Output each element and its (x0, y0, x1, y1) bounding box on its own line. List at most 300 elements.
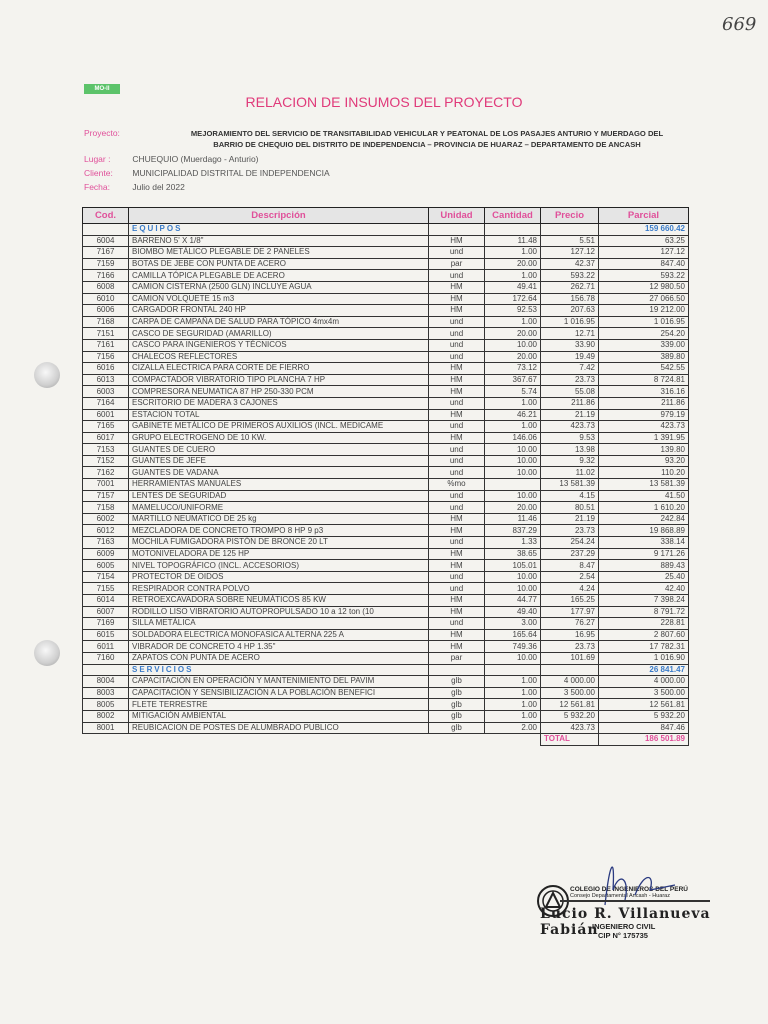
header-unidad: Unidad (429, 208, 485, 224)
cell-parcial: 42.40 (599, 583, 689, 595)
cell-unidad: und (429, 618, 485, 630)
total-label: TOTAL (541, 734, 599, 746)
cell-precio: 423.73 (541, 722, 599, 734)
cell-precio: 4.24 (541, 583, 599, 595)
section-subtotal: 159 660.42 (599, 224, 689, 236)
table-row (83, 652, 689, 664)
date-value: Julio del 2022 (132, 182, 185, 192)
cell-unidad: HM (429, 525, 485, 537)
table-row (83, 560, 689, 572)
cell-cantidad: 1.00 (485, 710, 541, 722)
cell-cantidad: 105.01 (485, 560, 541, 572)
cell-cantidad: 20.00 (485, 502, 541, 514)
supplies-table (82, 207, 689, 746)
cell-cantidad: 11.48 (485, 235, 541, 247)
cell-cod: 6017 (83, 432, 129, 444)
project-label: Proyecto: (84, 128, 120, 138)
cell-precio: 23.73 (541, 374, 599, 386)
cell-precio: 21.19 (541, 513, 599, 525)
client-label: Cliente: (84, 168, 113, 178)
table-row (83, 397, 689, 409)
cell-cod: 6009 (83, 548, 129, 560)
project-value (147, 128, 707, 150)
cell-precio: 33.90 (541, 339, 599, 351)
project-line-2: BARRIO DE CHEQUIO DEL DISTRITO DE INDEPENDENCIA – PROVINCIA DE HUARAZ – DEPARTAMENTO DE ANCASH (213, 140, 641, 149)
cell-parcial: 3 500.00 (599, 687, 689, 699)
table-row (83, 281, 689, 293)
cell-cod: 7157 (83, 490, 129, 502)
document-badge: MO-II (84, 84, 120, 94)
cell-cod: 7156 (83, 351, 129, 363)
cell-unidad: und (429, 537, 485, 549)
cell-parcial: 27 066.50 (599, 293, 689, 305)
cell-precio: 5 932.20 (541, 710, 599, 722)
cell-unidad: HM (429, 595, 485, 607)
cell-cantidad: 10.00 (485, 652, 541, 664)
location-field (84, 154, 259, 164)
cell-cantidad: 20.00 (485, 328, 541, 340)
punch-hole (34, 640, 60, 666)
cell-unidad: und (429, 270, 485, 282)
cell-cantidad: 172.64 (485, 293, 541, 305)
signer-cip: CIP N° 175735 (598, 931, 648, 940)
section-empty-cell (541, 664, 599, 676)
cell-descripcion: BIOMBO METÁLICO PLEGABLE DE 2 PANELES (129, 247, 429, 259)
cell-parcial: 8 791.72 (599, 606, 689, 618)
cell-precio: 237.29 (541, 548, 599, 560)
cell-descripcion: RESPIRADOR CONTRA POLVO (129, 583, 429, 595)
table-row (83, 525, 689, 537)
cell-descripcion: MOTONIVELADORA DE 125 HP (129, 548, 429, 560)
cell-cantidad: 73.12 (485, 363, 541, 375)
cell-cod: 6001 (83, 409, 129, 421)
cell-cod: 6003 (83, 386, 129, 398)
cell-precio: 262.71 (541, 281, 599, 293)
cell-cantidad: 2.00 (485, 722, 541, 734)
location-value: CHUEQUIO (Muerdago - Anturio) (132, 154, 259, 164)
cell-precio: 13.98 (541, 444, 599, 456)
table-row (83, 537, 689, 549)
cell-unidad: par (429, 652, 485, 664)
stamp-line-1: COLEGIO DE INGENIEROS DEL PERÚ (570, 886, 688, 893)
cell-cod: 8002 (83, 710, 129, 722)
cell-cantidad: 10.00 (485, 583, 541, 595)
table-row (83, 571, 689, 583)
cell-descripcion: BOTAS DE JEBE CON PUNTA DE ACERO (129, 258, 429, 270)
cell-precio: 5.51 (541, 235, 599, 247)
cell-parcial: 228.81 (599, 618, 689, 630)
cell-precio: 4 000.00 (541, 676, 599, 688)
cell-cod: 6010 (83, 293, 129, 305)
punch-hole (34, 362, 60, 388)
cell-descripcion: CAMION VOLQUETE 15 m3 (129, 293, 429, 305)
cell-cod: 7158 (83, 502, 129, 514)
cell-cantidad: 11.46 (485, 513, 541, 525)
cell-precio: 254.24 (541, 537, 599, 549)
cell-unidad: HM (429, 560, 485, 572)
cell-descripcion: COMPACTADOR VIBRATORIO TIPO PLANCHA 7 HP (129, 374, 429, 386)
section-name: SERVICIOS (129, 664, 429, 676)
table-row (83, 502, 689, 514)
cell-descripcion: ESTACION TOTAL (129, 409, 429, 421)
cell-parcial: 19 868.89 (599, 525, 689, 537)
cell-parcial: 93.20 (599, 455, 689, 467)
section-subtotal: 26 841.47 (599, 664, 689, 676)
cell-cod: 8004 (83, 676, 129, 688)
cell-descripcion: RETROEXCAVADORA SOBRE NEUMÁTICOS 85 KW (129, 595, 429, 607)
cell-cod: 7154 (83, 571, 129, 583)
cell-descripcion: MOCHILA FUMIGADORA PISTÓN DE BRONCE 20 LT (129, 537, 429, 549)
cell-precio: 23.73 (541, 525, 599, 537)
cell-cod: 6002 (83, 513, 129, 525)
header-precio: Precio (541, 208, 599, 224)
cell-cod: 8005 (83, 699, 129, 711)
cell-parcial: 110.20 (599, 467, 689, 479)
total-row (83, 734, 689, 746)
cell-cod: 7159 (83, 258, 129, 270)
cell-unidad: HM (429, 235, 485, 247)
cell-cod: 7161 (83, 339, 129, 351)
cell-cod: 6015 (83, 629, 129, 641)
cell-cod: 6012 (83, 525, 129, 537)
cell-descripcion: BARRENO 5' X 1/8" (129, 235, 429, 247)
signer-name: Lucio R. Villanueva Fabián (540, 906, 711, 938)
cell-precio: 21.19 (541, 409, 599, 421)
cell-unidad: und (429, 316, 485, 328)
signature-line (560, 900, 710, 902)
cell-descripcion: CASCO PARA INGENIEROS Y TÉCNICOS (129, 339, 429, 351)
table-row (83, 455, 689, 467)
table-row (83, 467, 689, 479)
cell-cod: 7155 (83, 583, 129, 595)
cell-unidad: HM (429, 629, 485, 641)
table-row (83, 235, 689, 247)
cell-cantidad: 10.00 (485, 490, 541, 502)
cell-cantidad: 92.53 (485, 305, 541, 317)
cell-unidad: glb (429, 722, 485, 734)
cell-cantidad: 1.00 (485, 699, 541, 711)
cell-cantidad: 1.33 (485, 537, 541, 549)
cell-cod: 6006 (83, 305, 129, 317)
cell-unidad: und (429, 583, 485, 595)
table-row (83, 328, 689, 340)
cell-cod: 6005 (83, 560, 129, 572)
table-row (83, 247, 689, 259)
cell-descripcion: GABINETE METÁLICO DE PRIMEROS AUXILIOS (INCL. MEDICAME (129, 421, 429, 433)
page-number: 669 (722, 14, 757, 35)
table-row (83, 305, 689, 317)
cell-cod: 7168 (83, 316, 129, 328)
cell-precio: 593.22 (541, 270, 599, 282)
location-label: Lugar : (84, 154, 111, 164)
cell-parcial: 254.20 (599, 328, 689, 340)
cell-unidad: par (429, 258, 485, 270)
section-empty-cell (485, 224, 541, 236)
cell-parcial: 339.00 (599, 339, 689, 351)
cell-descripcion: GUANTES DE VADANA (129, 467, 429, 479)
cell-precio: 12 561.81 (541, 699, 599, 711)
total-spacer (485, 734, 541, 746)
cell-cod: 7169 (83, 618, 129, 630)
table-row (83, 374, 689, 386)
cell-cod: 8003 (83, 687, 129, 699)
table-row (83, 409, 689, 421)
table-row (83, 548, 689, 560)
cell-parcial: 338.14 (599, 537, 689, 549)
cell-descripcion: MARTILLO NEUMATICO DE 25 kg (129, 513, 429, 525)
cell-precio: 76.27 (541, 618, 599, 630)
section-cod-cell (83, 664, 129, 676)
cell-parcial: 12 561.81 (599, 699, 689, 711)
cell-unidad: HM (429, 374, 485, 386)
cell-descripcion: HERRAMIENTAS MANUALES (129, 479, 429, 491)
cell-cod: 7153 (83, 444, 129, 456)
cell-cantidad: 10.00 (485, 455, 541, 467)
cell-cod: 7167 (83, 247, 129, 259)
cell-unidad: und (429, 455, 485, 467)
table-row (83, 687, 689, 699)
cell-unidad: glb (429, 687, 485, 699)
cell-descripcion: CHALECOS REFLECTORES (129, 351, 429, 363)
cell-unidad: und (429, 421, 485, 433)
header-parcial: Parcial (599, 208, 689, 224)
cell-cantidad: 49.41 (485, 281, 541, 293)
cell-parcial: 19 212.00 (599, 305, 689, 317)
table-row (83, 270, 689, 282)
cell-precio: 156.78 (541, 293, 599, 305)
cell-descripcion: SOLDADORA ELECTRICA MONOFASICA ALTERNA 225 A (129, 629, 429, 641)
cell-parcial: 889.43 (599, 560, 689, 572)
cell-cod: 7151 (83, 328, 129, 340)
cell-cantidad: 49.40 (485, 606, 541, 618)
cell-cod: 6008 (83, 281, 129, 293)
cell-parcial: 242.84 (599, 513, 689, 525)
client-field (84, 168, 330, 178)
cell-descripcion: CARPA DE CAMPAÑA DE SALUD PARA TÓPICO 4mx4m (129, 316, 429, 328)
table-row (83, 722, 689, 734)
section-empty-cell (541, 224, 599, 236)
project-field (84, 128, 664, 149)
header-descripcion: Descripción (129, 208, 429, 224)
cell-descripcion: ESCRITORIO DE MADERA 3 CAJONES (129, 397, 429, 409)
cell-precio: 9.32 (541, 455, 599, 467)
cell-parcial: 316.16 (599, 386, 689, 398)
table-row (83, 490, 689, 502)
cell-cantidad: 165.64 (485, 629, 541, 641)
cell-cod: 6014 (83, 595, 129, 607)
cell-descripcion: CIZALLA ELECTRICA PARA CORTE DE FIERRO (129, 363, 429, 375)
cell-cod: 7163 (83, 537, 129, 549)
cell-precio: 55.08 (541, 386, 599, 398)
cell-unidad: und (429, 328, 485, 340)
cell-parcial: 12 980.50 (599, 281, 689, 293)
cell-parcial: 9 171.26 (599, 548, 689, 560)
table-row (83, 710, 689, 722)
cell-cantidad: 367.67 (485, 374, 541, 386)
cell-cantidad: 1.00 (485, 247, 541, 259)
table-row (83, 386, 689, 398)
table-row (83, 293, 689, 305)
cell-cod: 6013 (83, 374, 129, 386)
cell-parcial: 8 724.81 (599, 374, 689, 386)
cell-cod: 7001 (83, 479, 129, 491)
cell-unidad: HM (429, 281, 485, 293)
cell-cantidad: 1.00 (485, 397, 541, 409)
cell-precio: 12.71 (541, 328, 599, 340)
table-row (83, 444, 689, 456)
cell-cantidad: 44.77 (485, 595, 541, 607)
cell-precio: 11.02 (541, 467, 599, 479)
total-spacer (83, 734, 129, 746)
cell-cantidad: 20.00 (485, 258, 541, 270)
cell-unidad: und (429, 467, 485, 479)
cell-cantidad (485, 479, 541, 491)
cell-parcial: 1 016.90 (599, 652, 689, 664)
section-row (83, 224, 689, 236)
cell-unidad: HM (429, 513, 485, 525)
cell-unidad: glb (429, 710, 485, 722)
cell-unidad: und (429, 397, 485, 409)
cell-parcial: 139.80 (599, 444, 689, 456)
cell-descripcion: ZAPATOS CON PUNTA DE ACERO (129, 652, 429, 664)
table-row (83, 595, 689, 607)
cell-precio: 4.15 (541, 490, 599, 502)
cell-cod: 7162 (83, 467, 129, 479)
cell-cod: 6007 (83, 606, 129, 618)
cell-cod: 7164 (83, 397, 129, 409)
cell-descripcion: CARGADOR FRONTAL 240 HP (129, 305, 429, 317)
table-row (83, 479, 689, 491)
cell-cod: 7152 (83, 455, 129, 467)
cell-unidad: HM (429, 548, 485, 560)
cell-parcial: 979.19 (599, 409, 689, 421)
header-cod: Cod. (83, 208, 129, 224)
cell-unidad: und (429, 351, 485, 363)
section-row (83, 664, 689, 676)
table-row (83, 699, 689, 711)
cell-cantidad: 10.00 (485, 571, 541, 583)
cell-unidad: HM (429, 606, 485, 618)
cell-cantidad: 1.00 (485, 687, 541, 699)
cell-cantidad: 20.00 (485, 351, 541, 363)
cell-precio: 423.73 (541, 421, 599, 433)
cell-parcial: 2 807.60 (599, 629, 689, 641)
cell-cod: 7165 (83, 421, 129, 433)
cell-parcial: 5 932.20 (599, 710, 689, 722)
cell-descripcion: MITIGACIÓN AMBIENTAL (129, 710, 429, 722)
cell-parcial: 25.40 (599, 571, 689, 583)
cell-cod: 6016 (83, 363, 129, 375)
table-row (83, 629, 689, 641)
cell-cod: 6004 (83, 235, 129, 247)
cell-precio: 8.47 (541, 560, 599, 572)
header-cantidad: Cantidad (485, 208, 541, 224)
cell-unidad: HM (429, 386, 485, 398)
cell-parcial: 63.25 (599, 235, 689, 247)
section-empty-cell (429, 664, 485, 676)
cell-unidad: und (429, 490, 485, 502)
cell-cod: 7166 (83, 270, 129, 282)
cell-cod: 6011 (83, 641, 129, 653)
cell-unidad: glb (429, 699, 485, 711)
cell-cantidad: 1.00 (485, 270, 541, 282)
cell-cantidad: 46.21 (485, 409, 541, 421)
table-row (83, 363, 689, 375)
cell-precio: 177.97 (541, 606, 599, 618)
cell-parcial: 593.22 (599, 270, 689, 282)
cell-precio: 207.63 (541, 305, 599, 317)
cell-precio: 42.37 (541, 258, 599, 270)
cell-cantidad: 1.00 (485, 676, 541, 688)
cell-parcial: 1 391.95 (599, 432, 689, 444)
cell-unidad: und (429, 247, 485, 259)
table-row (83, 583, 689, 595)
cell-cod: 7160 (83, 652, 129, 664)
cell-unidad: und (429, 571, 485, 583)
section-name: EQUIPOS (129, 224, 429, 236)
cell-parcial: 847.40 (599, 258, 689, 270)
page-title: RELACION DE INSUMOS DEL PROYECTO (245, 94, 523, 110)
cell-parcial: 4 000.00 (599, 676, 689, 688)
section-empty-cell (429, 224, 485, 236)
cell-precio: 23.73 (541, 641, 599, 653)
cell-unidad: HM (429, 305, 485, 317)
cell-parcial: 41.50 (599, 490, 689, 502)
cell-precio: 13 581.39 (541, 479, 599, 491)
cell-descripcion: GUANTES DE JEFE (129, 455, 429, 467)
cell-descripcion: CAMILLA TÓPICA PLEGABLE DE ACERO (129, 270, 429, 282)
cell-cantidad: 837.29 (485, 525, 541, 537)
cell-descripcion: CASCO DE SEGURIDAD (AMARILLO) (129, 328, 429, 340)
cell-precio: 19.49 (541, 351, 599, 363)
table-row (83, 432, 689, 444)
cell-descripcion: PROTECTOR DE OIDOS (129, 571, 429, 583)
cell-descripcion: NIVEL TOPOGRÁFICO (INCL. ACCESORIOS) (129, 560, 429, 572)
cell-parcial: 423.73 (599, 421, 689, 433)
cell-descripcion: CAPACITACIÓN EN OPERACIÓN Y MANTENIMIENTO DEL PAVIM (129, 676, 429, 688)
cell-unidad: HM (429, 293, 485, 305)
cell-precio: 165.25 (541, 595, 599, 607)
cell-unidad: %mo (429, 479, 485, 491)
cell-descripcion: CAMION CISTERNA (2500 GLN) INCLUYE AGUA (129, 281, 429, 293)
cell-cantidad: 10.00 (485, 444, 541, 456)
project-line-1: MEJORAMIENTO DEL SERVICIO DE TRANSITABILIDAD VEHICULAR Y PEATONAL DE LOS PASAJES ANTURIO Y MUERDAGO DEL (190, 129, 664, 138)
cell-unidad: glb (429, 676, 485, 688)
table-header-row (83, 208, 689, 224)
cell-descripcion: RODILLO LISO VIBRATORIO AUTOPROPULSADO 10 a 12 ton (10 (129, 606, 429, 618)
table-row (83, 339, 689, 351)
cell-cantidad: 146.06 (485, 432, 541, 444)
cell-parcial: 17 782.31 (599, 641, 689, 653)
cell-parcial: 542.55 (599, 363, 689, 375)
cell-unidad: HM (429, 641, 485, 653)
cell-precio: 127.12 (541, 247, 599, 259)
cell-precio: 16.95 (541, 629, 599, 641)
table-row (83, 676, 689, 688)
section-empty-cell (485, 664, 541, 676)
cell-cantidad: 10.00 (485, 339, 541, 351)
cell-precio: 80.51 (541, 502, 599, 514)
cell-precio: 7.42 (541, 363, 599, 375)
cell-precio: 211.86 (541, 397, 599, 409)
cell-parcial: 7 398.24 (599, 595, 689, 607)
cell-unidad: und (429, 339, 485, 351)
total-value: 186 501.89 (599, 734, 689, 746)
cell-descripcion: REUBICACION DE POSTES DE ALUMBRADO PUBLICO (129, 722, 429, 734)
cell-descripcion: SILLA METÁLICA (129, 618, 429, 630)
section-cod-cell (83, 224, 129, 236)
cell-cantidad: 5.74 (485, 386, 541, 398)
